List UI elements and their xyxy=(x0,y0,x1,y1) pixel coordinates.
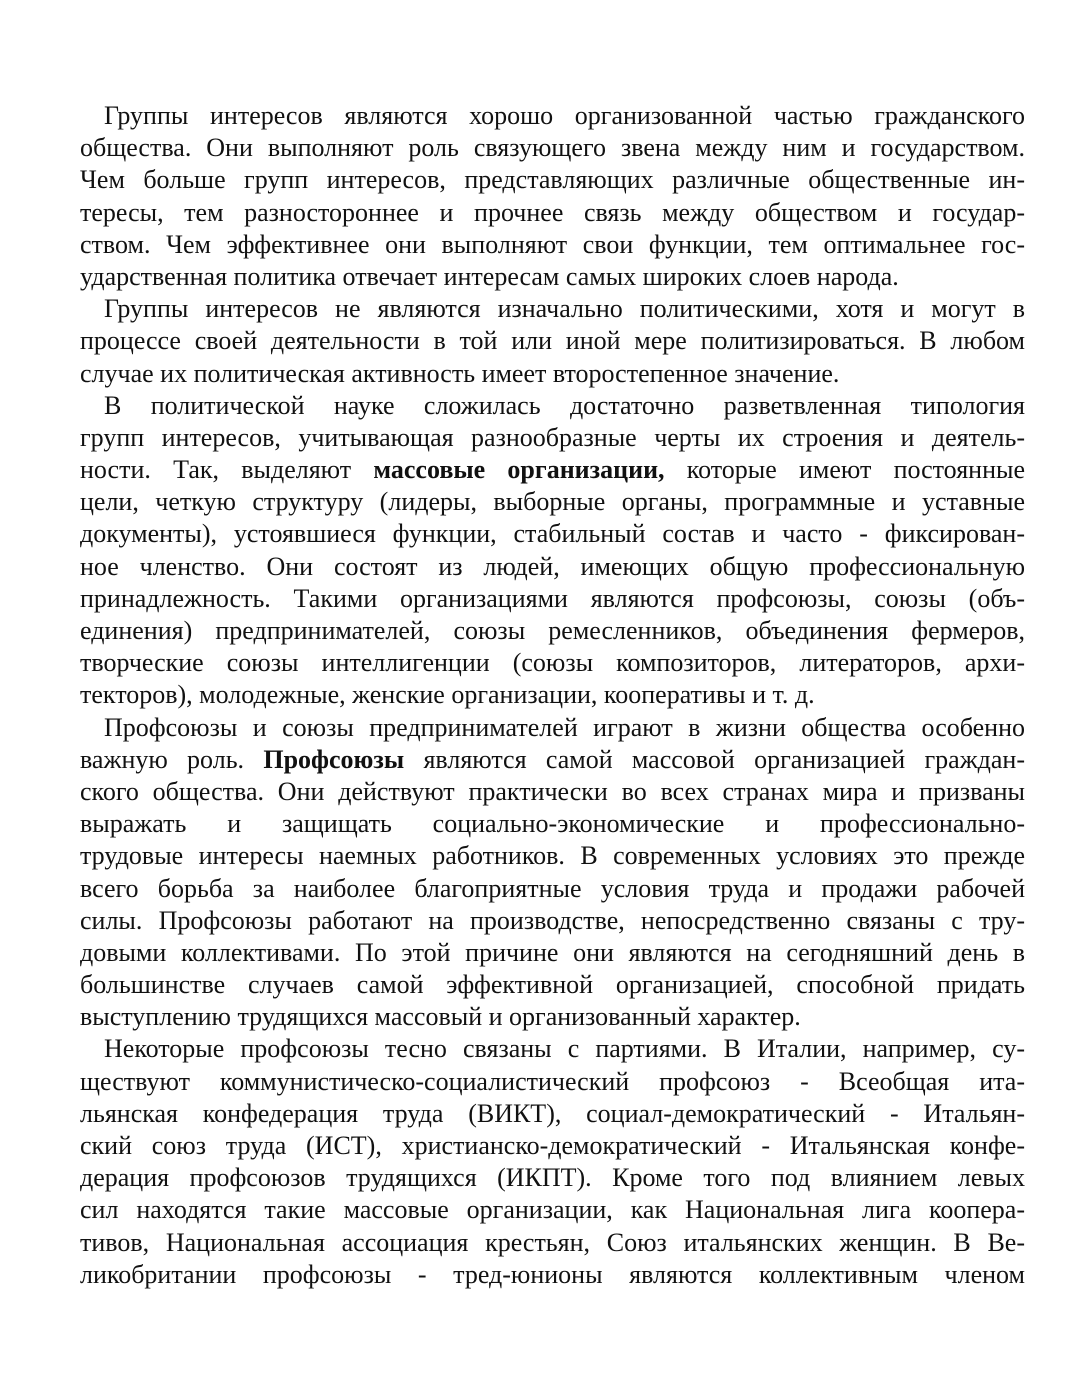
text-span: льянская конфедерация труда (ВИКТ), социал-демократический - Итальян- xyxy=(80,1098,1025,1128)
text-line xyxy=(80,840,1025,872)
text-line xyxy=(80,1130,1025,1162)
paragraph-not-political xyxy=(80,293,1025,390)
text-line xyxy=(80,969,1025,1001)
text-line xyxy=(80,164,1025,196)
text-span: ликобритании профсоюзы - тред-юнионы являются коллективным членом xyxy=(80,1259,1025,1289)
text-line xyxy=(80,390,1025,422)
text-span: единения) предпринимателей, союзы ремесленников, объединения фермеров, xyxy=(80,616,1025,645)
text-span: творческие союзы интеллигенции (союзы композиторов, литераторов, архи- xyxy=(80,648,1025,678)
text-span: ное членство. Они состоят из людей, имеющих общую профессиональную xyxy=(80,551,1025,581)
text-span: которые имеют постоянные xyxy=(664,455,1025,485)
text-line xyxy=(80,1162,1025,1194)
text-line xyxy=(80,776,1025,808)
text-span: Профсоюзы и союзы предпринимателей играют в жизни общества особенно xyxy=(104,712,1025,742)
text-line xyxy=(80,454,1025,486)
text-line xyxy=(80,744,1025,776)
text-span: Некоторые профсоюзы тесно связаны с партиями. В Италии, например, су- xyxy=(104,1034,1025,1064)
text-span: всего борьба за наиболее благоприятные условия труда и продажи рабочей xyxy=(80,873,1025,903)
paragraph-typology xyxy=(80,390,1025,712)
text-line xyxy=(80,679,1025,711)
text-span: Группы интересов не являются изначально политическими, хотя и могут в xyxy=(104,294,1025,324)
text-line xyxy=(80,1194,1025,1226)
text-span: важную роль. xyxy=(80,744,264,774)
text-span: большинстве случаев самой эффективной организацией, способной придать xyxy=(80,970,1025,1000)
text-span: тересы, тем разностороннее и прочнее связь между обществом и государ- xyxy=(80,197,1025,227)
text-line xyxy=(80,551,1025,583)
text-line xyxy=(80,873,1025,905)
text-line xyxy=(80,1098,1025,1130)
text-line xyxy=(80,422,1025,454)
text-span: цели, четкую структуру (лидеры, выборные органы, программные и уставные xyxy=(80,487,1025,517)
text-span: трудовые интересы наемных работников. В современных условиях это прежде xyxy=(80,841,1025,871)
text-line xyxy=(80,1227,1025,1259)
paragraph-trade-unions xyxy=(80,712,1025,1034)
text-span: дерация профсоюзов трудящихся (ИКПТ). Кроме того под влиянием левых xyxy=(80,1163,1025,1193)
text-span: ществуют коммунистическо-социалистический профсоюз - Всеобщая ита- xyxy=(80,1066,1025,1096)
text-line xyxy=(80,647,1025,679)
text-line xyxy=(80,1066,1025,1098)
text-line xyxy=(80,1259,1025,1291)
text-line xyxy=(80,293,1025,325)
text-span: случае их политическая активность имеет второстепенное значение. xyxy=(80,358,840,388)
text-span: Чем больше групп интересов, представляющих различные общественные ин- xyxy=(80,165,1025,195)
text-line xyxy=(80,358,1025,390)
text-line xyxy=(80,1033,1025,1065)
paragraph-interest-groups-role xyxy=(80,100,1025,293)
text-span: Группы интересов являются хорошо организованной частью гражданского xyxy=(104,101,1025,130)
text-span: ского общества. Они действуют практически во всех странах мира и призваны xyxy=(80,776,1025,806)
text-span: сил находятся такие массовые организации, как Национальная лига коопера- xyxy=(80,1195,1025,1225)
text-span: принадлежность. Такими организациями являются профсоюзы, союзы (объ- xyxy=(80,583,1025,613)
text-line xyxy=(80,197,1025,229)
text-line xyxy=(80,615,1025,647)
text-span: ский союз труда (ИСТ), христианско-демократический - Итальянская конфе- xyxy=(80,1131,1025,1160)
text-line xyxy=(80,100,1025,132)
text-span: ством. Чем эффективнее они выполняют свои функции, тем оптимальнее гос- xyxy=(80,229,1025,259)
text-span: выступлению трудящихся массовый и организованный характер. xyxy=(80,1002,801,1032)
text-line xyxy=(80,229,1025,261)
text-span: тивов, Национальная ассоциация крестьян, Союз итальянских женщин. В Ве- xyxy=(80,1227,1025,1257)
text-line xyxy=(80,937,1025,969)
text-span: ности. Так, выделяют xyxy=(80,455,374,485)
text-span: В политической науке сложилась достаточно разветвленная типология xyxy=(104,390,1025,420)
document-page xyxy=(80,100,1025,1291)
text-line xyxy=(80,583,1025,615)
text-span: общества. Они выполняют роль связующего звена между ним и государством. xyxy=(80,133,1025,163)
text-span: ударственная политика отвечает интересам самых широких слоев народа. xyxy=(80,261,899,291)
text-line xyxy=(80,905,1025,937)
text-span: выражать и защищать социально-экономические и профессионально- xyxy=(80,809,1025,839)
text-span: являются самой массовой организацией граждан- xyxy=(404,744,1025,774)
text-line xyxy=(80,1001,1025,1033)
paragraph-unions-and-parties xyxy=(80,1033,1025,1291)
text-line xyxy=(80,325,1025,357)
bold-term-mass-organizations: массовые организации, xyxy=(373,455,665,485)
text-line xyxy=(80,518,1025,550)
text-span: текторов), молодежные, женские организации, кооперативы и т. д. xyxy=(80,680,815,710)
text-line xyxy=(80,132,1025,164)
text-span: силы. Профсоюзы работают на производстве, непосредственно связаны с тру- xyxy=(80,905,1025,935)
text-span: процессе своей деятельности в той или иной мере политизироваться. В любом xyxy=(80,326,1025,356)
text-span: групп интересов, учитывающая разнообразные черты их строения и деятель- xyxy=(80,422,1025,452)
text-line xyxy=(80,486,1025,518)
text-line xyxy=(80,712,1025,744)
text-line xyxy=(80,261,1025,293)
text-span: документы), устоявшиеся функции, стабильный состав и часто - фиксирован- xyxy=(80,519,1025,549)
text-span: довыми коллективами. По этой причине они являются на сегодняшний день в xyxy=(80,937,1025,967)
bold-term-trade-unions: Профсоюзы xyxy=(263,744,405,774)
text-line xyxy=(80,808,1025,840)
